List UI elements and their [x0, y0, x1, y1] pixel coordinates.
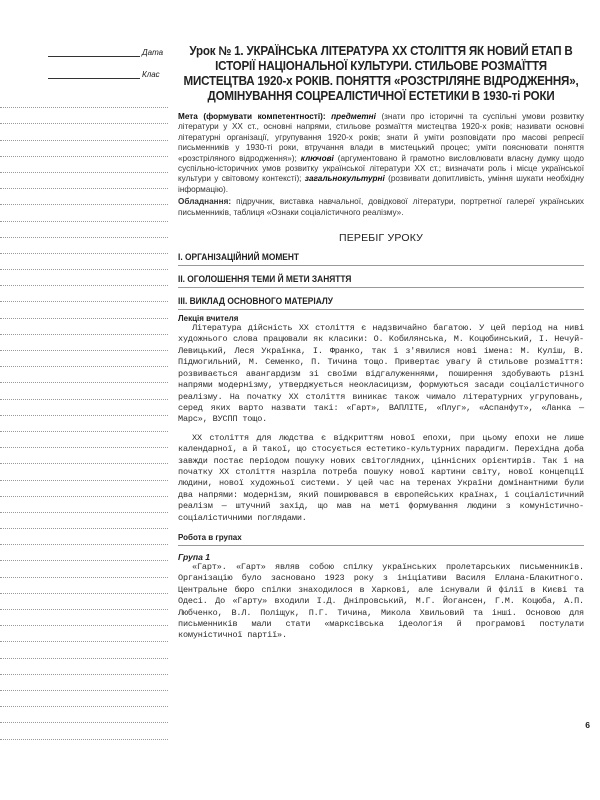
note-line	[0, 286, 168, 302]
lesson-equipment	[178, 197, 584, 218]
note-line	[0, 173, 168, 189]
goal-key-text: (аргументовано й грамотно висловлювати власну думку щодо суспільно-історичних умов розвитку української літератури ХХ ст.; визначати роль і місце української культури у світовому контексті);	[178, 153, 584, 184]
group-title: Група 1	[178, 551, 211, 562]
note-line	[0, 319, 168, 335]
date-line[interactable]	[48, 48, 140, 57]
note-line	[0, 481, 168, 497]
section-heading: ПЕРЕБІГ УРОКУ	[338, 232, 424, 245]
part-heading: І. ОРГАНІЗАЦІЙНИЙ МОМЕНТ	[178, 252, 300, 263]
note-line	[0, 529, 168, 545]
note-line	[0, 335, 168, 351]
note-line	[0, 238, 168, 254]
note-line	[0, 351, 168, 367]
class-line[interactable]	[48, 70, 140, 79]
left-margin	[0, 0, 168, 800]
note-line	[0, 723, 168, 739]
note-line	[0, 691, 168, 707]
date-field[interactable]	[48, 48, 163, 57]
lesson-title: Урок № 1. УКРАЇНСЬКА ЛІТЕРАТУРА ХХ СТОЛІТТЯ ЯК НОВИЙ ЕТАП В ІСТОРІЇ НАЦІОНАЛЬНОЇ КУЛЬТУРИ. СТИЛЬОВЕ РОЗМАЇТТЯ МИСТЕЦТВА 1920-х РОКІВ. ПОНЯТТЯ «РОЗСТРІЛЯНЕ ВІДРОДЖЕННЯ», ДОМІНУВАННЯ СОЦРЕАЛІСТИЧНОЇ ЕСТЕТИКИ В 1930-ті РОКИ	[183, 44, 579, 103]
date-label: Дата	[142, 48, 164, 57]
part-divider	[178, 265, 584, 266]
note-line	[0, 189, 168, 205]
note-line	[0, 545, 168, 561]
goal-subject-text: (знати про історичні та суспільні умови розвитку літератури у ХХ ст., основні напрями, стильове розмаїття мистецтва 1920-х років; називати основні літературні організації, угрупування 1920-х років; знати й уміти розповідати про масові репресії письменників у 1930-ті роки, втручання влади в мистецький процес; уміти пояснювати поняття «розстріляного відродження»);	[178, 112, 584, 163]
group-paragraph: «Гарт». «Гарт» являв собою спілку українських пролетарських письменників. Організацію було засновано 1923 року з ініціативи Василя Еллана-Блакитного. Центральне бюро спілки знаходилося в Харкові, але існували й філії в Києві та Одесі. До «Гарту» входили І.Д. Дніпровський, М.Г. Йогансен, Г.М. Коцюба, А.П. Любченко, В.Л. Поліщук, П.Г. Тичина, Микола Хвильовий та інші. Основою для письменників мали стати «марксівська ідеологія й програмові постулати комуністичної партії».	[178, 561, 584, 641]
note-line	[0, 383, 168, 399]
goal-label: Мета (формувати компетентності):	[178, 112, 326, 121]
class-field[interactable]	[48, 70, 160, 79]
note-line	[0, 561, 168, 577]
lesson-goal	[178, 112, 584, 195]
note-line	[0, 416, 168, 432]
goal-general-label: загальнокультурні	[304, 174, 385, 184]
lesson-content	[178, 44, 584, 642]
note-line	[0, 497, 168, 513]
note-line	[0, 254, 168, 270]
note-line	[0, 157, 168, 173]
lecture-label: Лекція вчителя	[178, 314, 239, 324]
page-number: 6	[585, 720, 590, 730]
note-line	[0, 205, 168, 221]
note-line	[0, 578, 168, 594]
note-line	[0, 464, 168, 480]
note-line	[0, 675, 168, 691]
note-line	[0, 302, 168, 318]
note-line	[0, 222, 168, 238]
goal-general-text: (розвивати допитливість, уміння шукати необхідну інформацію).	[178, 174, 585, 194]
note-line	[0, 400, 168, 416]
note-line	[0, 642, 168, 658]
goal-key-label: ключові	[300, 153, 334, 163]
lecture-paragraph: ХХ століття для людства є відкриттям нової епохи, при цьому епохи не лише календарної, а й такої, що стосується естетико-культурних парадигм. Перехідна доба завжди постає періодом пошуку нових світоглядних, ціннісних орієнтирів. Так і на початку ХХ століття назріла потреба пошуку нової картини світу, нової концепції людини, нової художньої системи. У цей час на теренах України домінантними були два напрями: модернізм, який поширювався в європейських країнах, і соціалістичний реалізм — штучний захід, що мав на меті формування людини з комуністично-соціалістичними поглядами.	[178, 432, 584, 523]
groups-label: Робота в групах	[178, 532, 242, 542]
note-line	[0, 108, 168, 124]
note-line	[0, 513, 168, 529]
note-line	[0, 707, 168, 723]
note-line	[0, 594, 168, 610]
equip-label: Обладнання:	[178, 197, 232, 207]
note-line	[0, 92, 168, 108]
part-divider	[178, 309, 584, 310]
lecture-paragraph: Література дійсність ХХ століття є надзвичайно багатою. У цей період на ниві художнього слова працювали як класики: О. Кобилянська, М. Коцюбинський, І. Нечуй-Левицький, Леся Українка, І. Франко, так і з'явилися нові імена: М. Куліш, В. Підмогильний, М. Семенко, П. Тичина тощо. Привертає увагу й стильове розмаїття: розвивається авангардизм зі своїми відгалуженнями, поширення здобувають різні напрями модернізму, утверджується неокласицизм, формуються засади соціалістичного реалізму. На початку ХХ століття виникає також чимало літературних угруповань, серед яких варто назвати такі: «Гарт», ВАПЛІТЕ, «Плуг», «Аспанфут», «Ланка — Марс», ВУСПП тощо.	[178, 323, 584, 425]
class-label: Клас	[142, 70, 160, 79]
part-heading: ІІ. ОГОЛОШЕННЯ ТЕМИ Й МЕТИ ЗАНЯТТЯ	[178, 274, 352, 285]
notes-lines	[0, 92, 168, 740]
equip-text: підручник, виставка навчальної, довідкової літератури, портретної галереї українських письменників, таблиця «Ознаки соціалістичного реалізму».	[178, 197, 584, 217]
note-line	[0, 124, 168, 140]
note-line	[0, 626, 168, 642]
note-line	[0, 367, 168, 383]
part-divider	[178, 287, 584, 288]
part-heading: ІІІ. ВИКЛАД ОСНОВНОГО МАТЕРІАЛУ	[178, 296, 333, 307]
note-line	[0, 432, 168, 448]
goal-subject-label: предметні	[331, 112, 376, 121]
note-line	[0, 659, 168, 675]
note-line	[0, 448, 168, 464]
note-line	[0, 141, 168, 157]
groups-divider	[178, 545, 584, 546]
note-line	[0, 610, 168, 626]
note-line	[0, 270, 168, 286]
